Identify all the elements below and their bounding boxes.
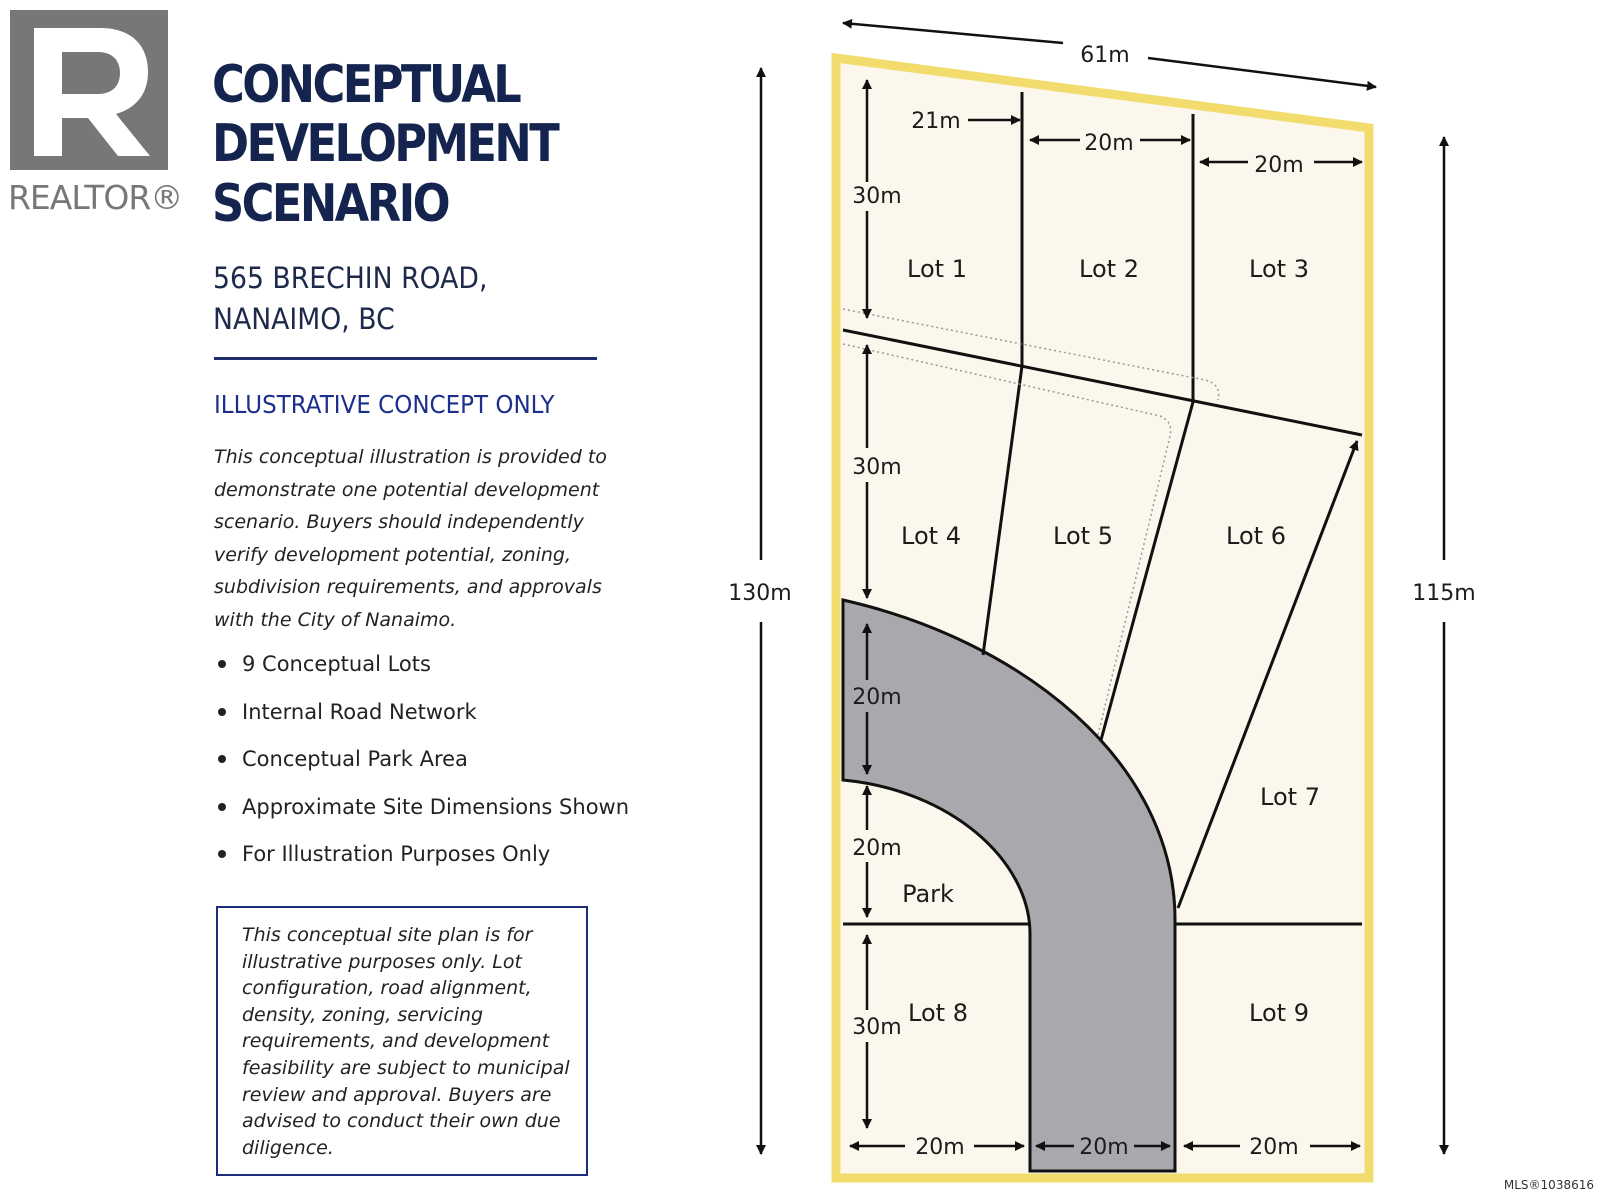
lot-7-label: Lot 7 bbox=[1260, 783, 1320, 811]
address-line-2: NANAIMO, BC bbox=[213, 301, 395, 336]
dim-bottom-road: 20m bbox=[1079, 1135, 1129, 1160]
lot-5-label: Lot 5 bbox=[1053, 522, 1113, 550]
feature-item: For Illustration Purposes Only bbox=[214, 841, 614, 889]
dim-left-row4: 30m bbox=[852, 1015, 902, 1040]
title-line-3: SCENARIO bbox=[212, 173, 449, 234]
dim-left-row2: 30m bbox=[852, 455, 902, 480]
dim-bottom-lot8: 20m bbox=[915, 1135, 965, 1160]
dim-top-lot1: 21m bbox=[911, 109, 961, 134]
dim-bottom-lot9: 20m bbox=[1249, 1135, 1299, 1160]
dim-right-height: 115m bbox=[1412, 581, 1476, 606]
dim-left-row1: 30m bbox=[852, 184, 902, 209]
feature-item: Internal Road Network bbox=[214, 699, 614, 747]
realtor-wordmark: REALTOR® bbox=[8, 178, 183, 217]
dim-top-lot3: 20m bbox=[1254, 153, 1304, 178]
dim-left-road: 20m bbox=[852, 685, 902, 710]
lot-8-label: Lot 8 bbox=[908, 999, 968, 1027]
lot-4-label: Lot 4 bbox=[901, 522, 961, 550]
lot-9-label: Lot 9 bbox=[1249, 999, 1309, 1027]
dim-left-park: 20m bbox=[852, 836, 902, 861]
description-text: This conceptual illustration is provided to demonstrate one potential development scenario. Buyers should independently verify development potential, zoning, subdivision requirements, and approvals with the City of Nanaimo. bbox=[214, 446, 607, 631]
dim-left-height: 130m bbox=[728, 581, 792, 606]
lot-6-label: Lot 6 bbox=[1226, 522, 1286, 550]
feature-item: 9 Conceptual Lots bbox=[214, 651, 614, 699]
park-label: Park bbox=[902, 880, 954, 908]
lot-3-label: Lot 3 bbox=[1249, 255, 1309, 283]
dim-top-lot2: 20m bbox=[1084, 131, 1134, 156]
lot-1-label: Lot 1 bbox=[907, 255, 967, 283]
title-line-1: CONCEPTUAL bbox=[212, 55, 520, 115]
mls-number: MLS®1038616 bbox=[1503, 1178, 1594, 1192]
concept-heading: ILLUSTRATIVE CONCEPT ONLY bbox=[214, 390, 555, 419]
lot-2-label: Lot 2 bbox=[1079, 255, 1139, 283]
dim-overall-width: 61m bbox=[1080, 43, 1130, 68]
title-line-2: DEVELOPMENT bbox=[212, 114, 558, 175]
feature-item: Approximate Site Dimensions Shown bbox=[214, 794, 614, 842]
disclaimer-text: This conceptual site plan is for illustrative purposes only. Lot configuration, road alignment, density, zoning, servicing requirements, and development feasibility are subject to municipal review and approval. Buyers are advised to conduct their own due diligence. bbox=[242, 924, 570, 1159]
feature-item: Conceptual Park Area bbox=[214, 746, 614, 794]
address-line-1: 565 BRECHIN ROAD, bbox=[213, 261, 488, 295]
